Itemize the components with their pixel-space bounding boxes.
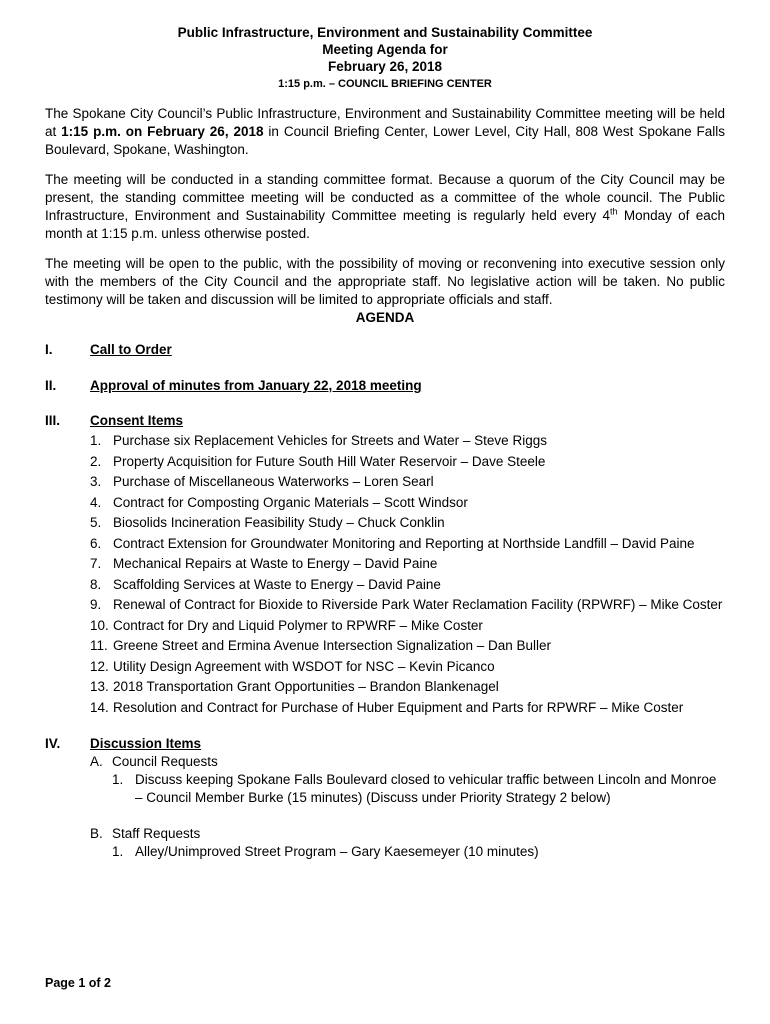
intro-paragraph-public: The meeting will be open to the public, with the possibility of moving or reconvening into executive session only with the members of the City Council and the appropriate staff. No legislative action will be taken. No public testimony will be taken and discussion will be limited to appropriate officials and staff.	[45, 256, 725, 307]
intro-time-date: 1:15 p.m. on February 26, 2018	[61, 124, 264, 139]
section-number: IV.	[45, 736, 61, 751]
agenda-page	[45, 24, 725, 861]
format-text-b: Monday of each month at 1:15 p.m. unless otherwise posted.	[45, 208, 725, 241]
ordinal-suffix: th	[610, 206, 618, 217]
section-number: II.	[45, 378, 57, 393]
section-heading: Consent Items	[90, 413, 184, 428]
list-item: 14. Resolution and Contract for Purchase of Huber Equipment and Parts for RPWRF – Mike Coster	[90, 699, 684, 715]
section-heading: Approval of minutes from January 22, 2018 meeting	[90, 378, 422, 393]
list-item: 1. Purchase six Replacement Vehicles for Streets and Water – Steve Riggs	[90, 433, 547, 448]
agenda-section-minutes	[45, 377, 725, 395]
list-item: 8. Scaffolding Services at Waste to Energy – David Paine	[90, 576, 441, 592]
list-item: 9. Renewal of Contract for Bioxide to Riverside Park Water Reclamation Facility (RPWRF) – Mike Coster	[90, 597, 723, 612]
agenda-section-call-to-order	[45, 341, 725, 359]
consent-items-list	[90, 432, 725, 717]
committee-title: Public Infrastructure, Environment and Sustainability Committee	[177, 25, 593, 40]
format-text-a: The meeting will be conducted in a standing committee format. Because a quorum of the City Council may be present, the standing committee meeting will be conducted as a committee of the whole council. The Public Infrastructure, Environment and Sustainability Committee meeting is regularly held every 4	[45, 172, 725, 223]
staff-request-item: 1. Alley/Unimproved Street Program – Gary Kaesemeyer (10 minutes)	[112, 844, 539, 859]
intro-paragraph-location	[45, 105, 725, 159]
section-heading: Discussion Items	[90, 736, 202, 751]
council-request-item: 1. Discuss keeping Spokane Falls Boulevard closed to vehicular traffic between Lincoln and Monroe – Council Member Burke (15 minutes) (Discuss under Priority Strategy 2 below)	[112, 772, 717, 805]
meeting-date: February 26, 2018	[327, 59, 443, 74]
intro-text-a: The Spokane City Council’s Public Infrastructure, Environment and Sustainability Committee meeting will be held at	[45, 106, 725, 139]
list-item: 10. Contract for Dry and Liquid Polymer to RPWRF – Mike Coster	[90, 617, 483, 633]
section-number: I.	[45, 342, 53, 357]
list-item: 12. Utility Design Agreement with WSDOT for NSC – Kevin Picanco	[90, 658, 495, 674]
list-item: 7. Mechanical Repairs at Waste to Energy – David Paine	[90, 556, 438, 571]
list-item: 6. Contract Extension for Groundwater Monitoring and Reporting at Northside Landfill – David Paine	[90, 535, 695, 551]
section-number: III.	[45, 413, 61, 428]
list-item: 11. Greene Street and Ermina Avenue Intersection Signalization – Dan Buller	[90, 638, 552, 653]
meeting-time-location: 1:15 p.m. – COUNCIL BRIEFING CENTER	[278, 78, 492, 90]
agenda-section-consent	[45, 412, 725, 717]
staff-requests-heading: B. Staff Requests	[90, 826, 201, 841]
list-item: 4. Contract for Composting Organic Materials – Scott Windsor	[90, 494, 468, 510]
agenda-subtitle: Meeting Agenda for	[322, 42, 448, 57]
section-heading: Call to Order	[90, 342, 172, 357]
agenda-section-discussion	[45, 735, 725, 861]
intro-text-b: in Council Briefing Center, Lower Level, City Hall, 808 West Spokane Falls Boulevard, Spokane, Washington.	[45, 124, 726, 157]
agenda-heading: AGENDA	[355, 310, 415, 325]
page-number: Page 1 of 2	[45, 976, 111, 990]
intro-paragraph-format	[45, 171, 725, 243]
list-item: 2. Property Acquisition for Future South Hill Water Reservoir – Dave Steele	[90, 453, 546, 469]
list-item: 13. 2018 Transportation Grant Opportunities – Brandon Blankenagel	[90, 679, 499, 694]
list-item: 3. Purchase of Miscellaneous Waterworks – Loren Searl	[90, 474, 434, 489]
council-requests-heading: A. Council Requests	[90, 754, 218, 769]
list-item: 5. Biosolids Incineration Feasibility Study – Chuck Conklin	[90, 515, 445, 530]
